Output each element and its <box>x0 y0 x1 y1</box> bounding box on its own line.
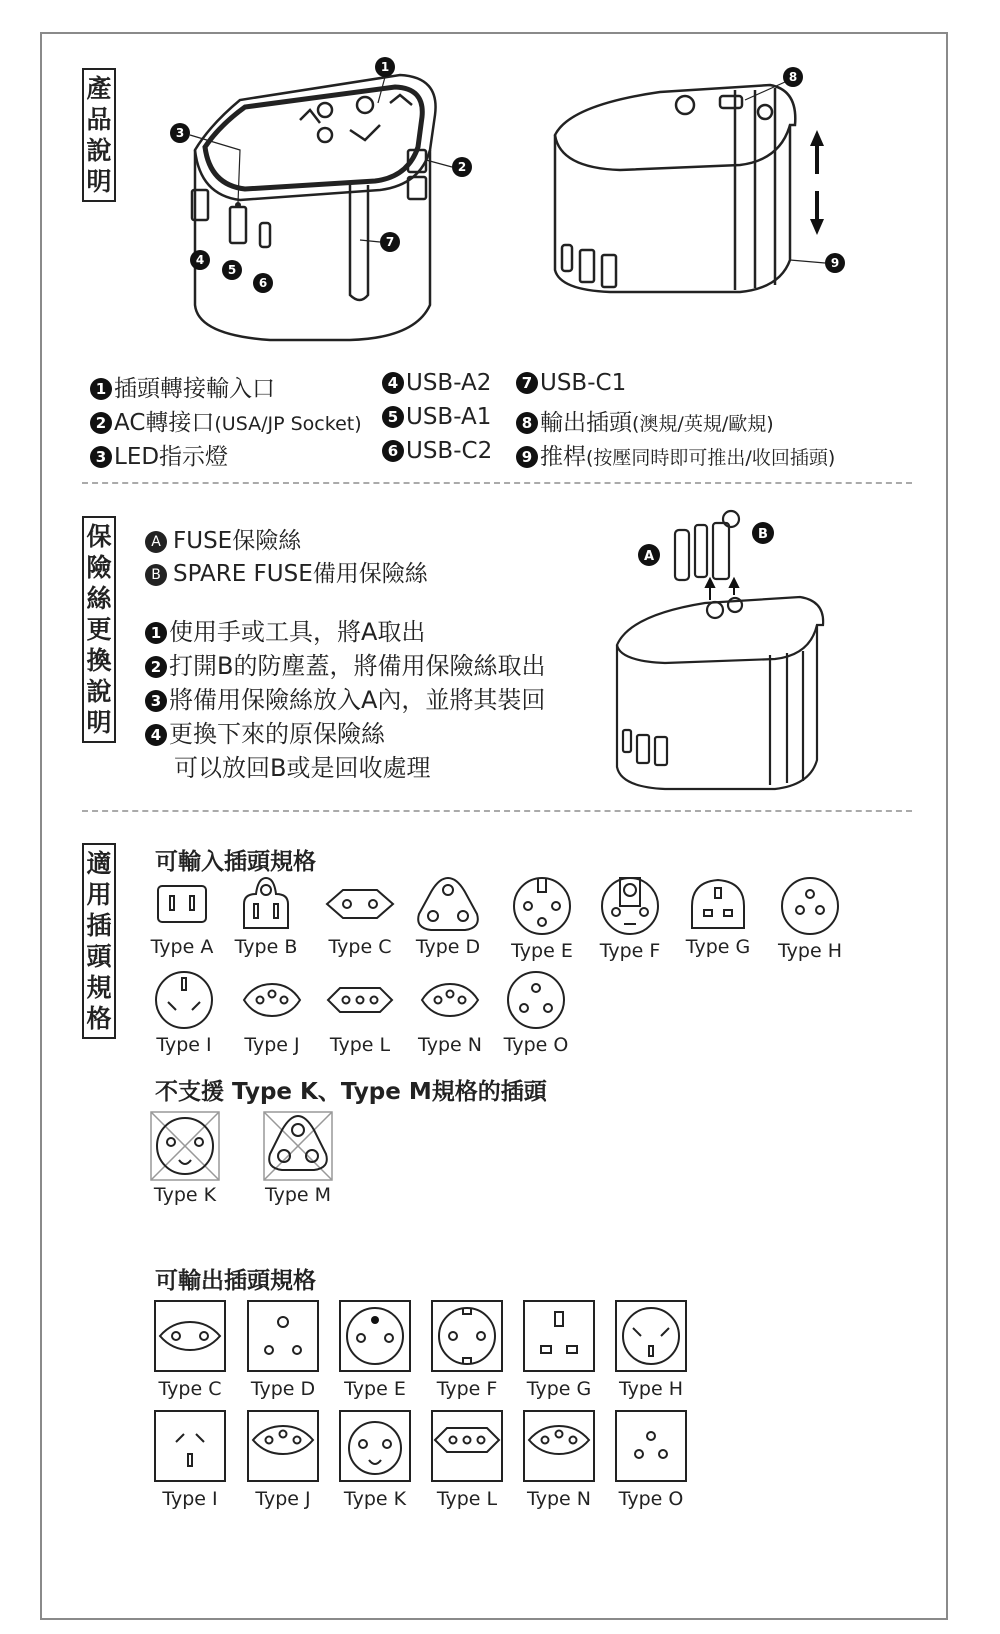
fuse-legend-a: A FUSE保險絲 <box>145 522 301 555</box>
feature-item-9: 9 推桿(按壓同時即可推出/收回插頭) <box>516 438 835 471</box>
plug-type-j-icon <box>240 968 304 1032</box>
callout-3: 3 <box>175 126 185 140</box>
plug-type-f-icon <box>598 874 662 938</box>
output-plug-heading: 可輸出插頭規格 <box>155 1268 316 1294</box>
input-plug-type-e: Type E <box>502 874 582 962</box>
output-type-k-icon <box>339 1410 411 1482</box>
feature-item-6: 6 USB-C2 <box>382 438 492 464</box>
plug-type-l-icon <box>324 968 396 1032</box>
fuse-label-a: A <box>643 549 655 564</box>
callout-1: 1 <box>380 60 390 74</box>
section-title-fuse: 保險絲更換說明 <box>82 516 116 743</box>
feature-item-3: 3 LED指示燈 <box>90 438 228 471</box>
callout-6: 6 <box>258 276 268 290</box>
plug-type-e-icon <box>510 874 574 938</box>
feature-item-4: 4 USB-A2 <box>382 370 491 396</box>
output-type-l-icon <box>431 1410 503 1482</box>
plug-type-m-crossed-icon <box>262 1110 334 1182</box>
output-type-i-icon <box>154 1410 226 1482</box>
unsupported-plug-type-m: Type M <box>258 1110 338 1206</box>
fuse-legend-b: B SPARE FUSE備用保險絲 <box>145 555 428 588</box>
plug-type-d-icon <box>415 874 481 934</box>
input-plug-type-b: Type B <box>226 874 306 958</box>
plug-type-i-icon <box>152 968 216 1032</box>
output-plug-type-k: Type K <box>328 1410 422 1510</box>
plug-type-o-icon <box>504 968 568 1032</box>
callout-2: 2 <box>457 160 467 174</box>
adapter-back-illustration <box>540 60 860 310</box>
fuse-label-b: B <box>758 527 768 542</box>
fuse-step-3: 3 將備用保險絲放入A內，並將其裝回 <box>145 680 545 715</box>
plug-type-h-icon <box>778 874 842 938</box>
input-plug-type-h: Type H <box>770 874 850 962</box>
plug-type-a-icon <box>152 874 212 934</box>
output-plug-type-d: Type D <box>236 1300 330 1400</box>
fuse-step-2: 2 打開B的防塵蓋，將備用保險絲取出 <box>145 646 545 681</box>
output-plug-type-c: Type C <box>143 1300 237 1400</box>
unsupported-plug-type-k: Type K <box>145 1110 225 1206</box>
output-type-o-icon <box>615 1410 687 1482</box>
output-plug-type-f: Type F <box>420 1300 514 1400</box>
input-plug-type-i: Type I <box>144 968 224 1056</box>
output-plug-type-o: Type O <box>604 1410 698 1510</box>
plug-type-n-icon <box>418 968 482 1032</box>
adapter-front-illustration <box>150 55 490 355</box>
feature-item-8: 8 輸出插頭(澳規/英規/歐規) <box>516 404 774 437</box>
unsupported-plug-heading: 不支援 Type K、Type M規格的插頭 <box>155 1079 547 1105</box>
callout-4: 4 <box>195 253 205 267</box>
fuse-step-4: 4 更換下來的原保險絲 <box>145 714 385 749</box>
plug-type-k-crossed-icon <box>149 1110 221 1182</box>
section-divider-1 <box>82 482 912 484</box>
feature-item-7: 7 USB-C1 <box>516 370 626 396</box>
callout-5: 5 <box>227 263 237 277</box>
output-type-g-icon <box>523 1300 595 1372</box>
output-plug-type-h: Type H <box>604 1300 698 1400</box>
fuse-step-4-continued: 可以放回B或是回收處理 <box>174 754 431 782</box>
output-plug-type-g: Type G <box>512 1300 606 1400</box>
section-title-product: 產品說明 <box>82 68 116 202</box>
callout-7: 7 <box>385 235 395 249</box>
plug-type-c-icon <box>323 874 397 934</box>
output-type-f-icon <box>431 1300 503 1372</box>
input-plug-type-j: Type J <box>232 968 312 1056</box>
callout-9: 9 <box>830 256 840 270</box>
output-plug-type-n: Type N <box>512 1410 606 1510</box>
output-plug-type-e: Type E <box>328 1300 422 1400</box>
fuse-replacement-illustration <box>605 505 845 795</box>
output-type-n-icon <box>523 1410 595 1482</box>
output-plug-type-j: Type J <box>236 1410 330 1510</box>
callout-8: 8 <box>788 70 798 84</box>
section-title-specs: 適用插頭規格 <box>82 843 116 1039</box>
input-plug-type-f: Type F <box>590 874 670 962</box>
section-divider-2 <box>82 810 912 812</box>
input-plug-type-a: Type A <box>142 874 222 958</box>
feature-item-2: 2 AC轉接口(USA/JP Socket) <box>90 404 362 437</box>
input-plug-heading: 可輸入插頭規格 <box>155 849 316 875</box>
output-type-d-icon <box>247 1300 319 1372</box>
plug-type-g-icon <box>686 874 750 934</box>
input-plug-type-c: Type C <box>320 874 400 958</box>
output-type-j-icon <box>247 1410 319 1482</box>
fuse-step-1: 1 使用手或工具，將A取出 <box>145 612 425 647</box>
input-plug-type-o: Type O <box>496 968 576 1056</box>
input-plug-type-l: Type L <box>320 968 400 1056</box>
feature-item-1: 1 插頭轉接輸入口 <box>90 370 275 403</box>
input-plug-type-n: Type N <box>410 968 490 1056</box>
output-plug-type-l: Type L <box>420 1410 514 1510</box>
feature-item-5: 5 USB-A1 <box>382 404 491 430</box>
output-type-e-icon <box>339 1300 411 1372</box>
input-plug-type-d: Type D <box>408 874 488 958</box>
plug-type-b-icon <box>236 874 296 934</box>
output-type-h-icon <box>615 1300 687 1372</box>
input-plug-type-g: Type G <box>678 874 758 958</box>
output-type-c-icon <box>154 1300 226 1372</box>
output-plug-type-i: Type I <box>143 1410 237 1510</box>
